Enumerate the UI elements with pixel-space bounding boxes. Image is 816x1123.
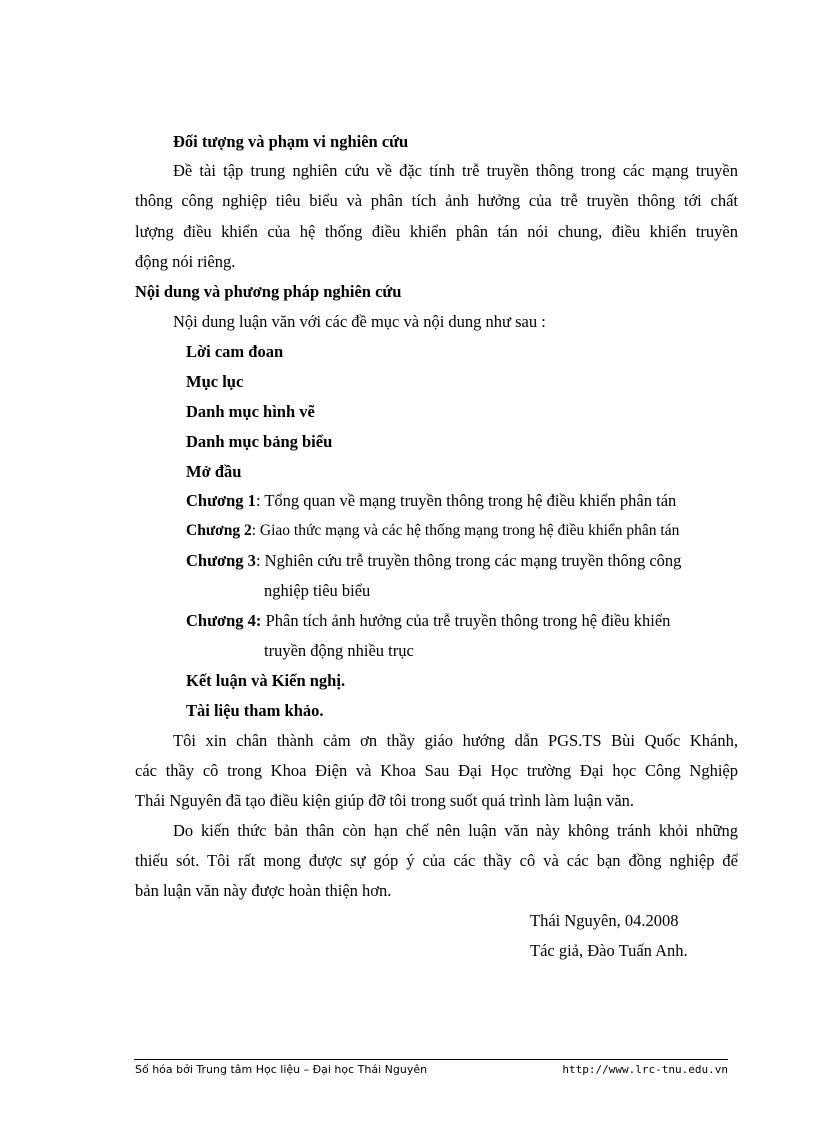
toc-item: Mục lục — [186, 372, 244, 391]
chapter-4: Chương 4: Phân tích ảnh hưởng của trễ truyền thông trong hệ điều khiển — [186, 611, 671, 630]
footer-url[interactable]: http://www.lrc-tnu.edu.vn — [562, 1063, 728, 1076]
paragraph-line: Đề tài tập trung nghiên cứu về đặc tính trễ truyền thông trong các mạng truyền — [173, 161, 738, 180]
paragraph-line: lượng điều khiển của hệ thống điều khiển phân tán nói chung, điều khiển truyền — [135, 222, 738, 241]
paragraph-line: thông công nghiệp tiêu biểu và phân tích ảnh hưởng của trễ truyền thông tới chất — [135, 191, 738, 210]
chapter-2: Chương 2: Giao thức mạng và các hệ thống mạng trong hệ điều khiển phân tán — [186, 522, 680, 539]
chapter-4-continued: truyền động nhiều trục — [264, 641, 414, 660]
section-heading-scope: Đối tượng và phạm vi nghiên cứu — [173, 132, 409, 151]
signature-author: Tác giả, Đào Tuấn Anh. — [530, 941, 688, 960]
footer-divider — [134, 1059, 728, 1060]
paragraph-line: động nói riêng. — [135, 252, 236, 271]
thanks-line: Thái Nguyên đã tạo điều kiện giúp đỡ tôi trong suốt quá trình làm luận văn. — [135, 791, 635, 810]
toc-item: Tài liệu tham khảo. — [186, 701, 324, 720]
chapter-3: Chương 3: Nghiên cứu trễ truyền thông trong các mạng truyền thông công — [186, 551, 682, 570]
toc-item: Danh mục hình vẽ — [186, 402, 315, 421]
chapter-1: Chương 1: Tổng quan về mạng truyền thông trong hệ điều khiển phân tán — [186, 491, 677, 510]
apology-line: thiếu sót. Tôi rất mong được sự góp ý của các thầy cô và các bạn đồng nghiệp để — [135, 851, 738, 870]
apology-line: Do kiến thức bản thân còn hạn chế nên luận văn này không tránh khỏi những — [173, 821, 738, 840]
content-intro: Nội dung luận văn với các đề mục và nội dung như sau : — [173, 312, 546, 331]
section-heading-content: Nội dung và phương pháp nghiên cứu — [135, 282, 402, 301]
thanks-line: các thầy cô trong Khoa Điện và Khoa Sau Đại Học trường Đại học Công Nghiệp — [135, 761, 738, 780]
chapter-3-continued: nghiệp tiêu biểu — [264, 581, 371, 600]
footer-source: Số hóa bởi Trung tâm Học liệu – Đại học Thái Nguyên — [135, 1063, 428, 1076]
toc-item: Mở đầu — [186, 462, 242, 481]
toc-item: Lời cam đoan — [186, 342, 284, 361]
apology-line: bản luận văn này được hoàn thiện hơn. — [135, 881, 392, 900]
thanks-line: Tôi xin chân thành cảm ơn thầy giáo hướng dẫn PGS.TS Bùi Quốc Khánh, — [173, 731, 738, 750]
toc-item: Kết luận và Kiến nghị. — [186, 671, 346, 690]
toc-item: Danh mục bảng biểu — [186, 432, 333, 451]
signature-place-date: Thái Nguyên, 04.2008 — [530, 911, 679, 930]
